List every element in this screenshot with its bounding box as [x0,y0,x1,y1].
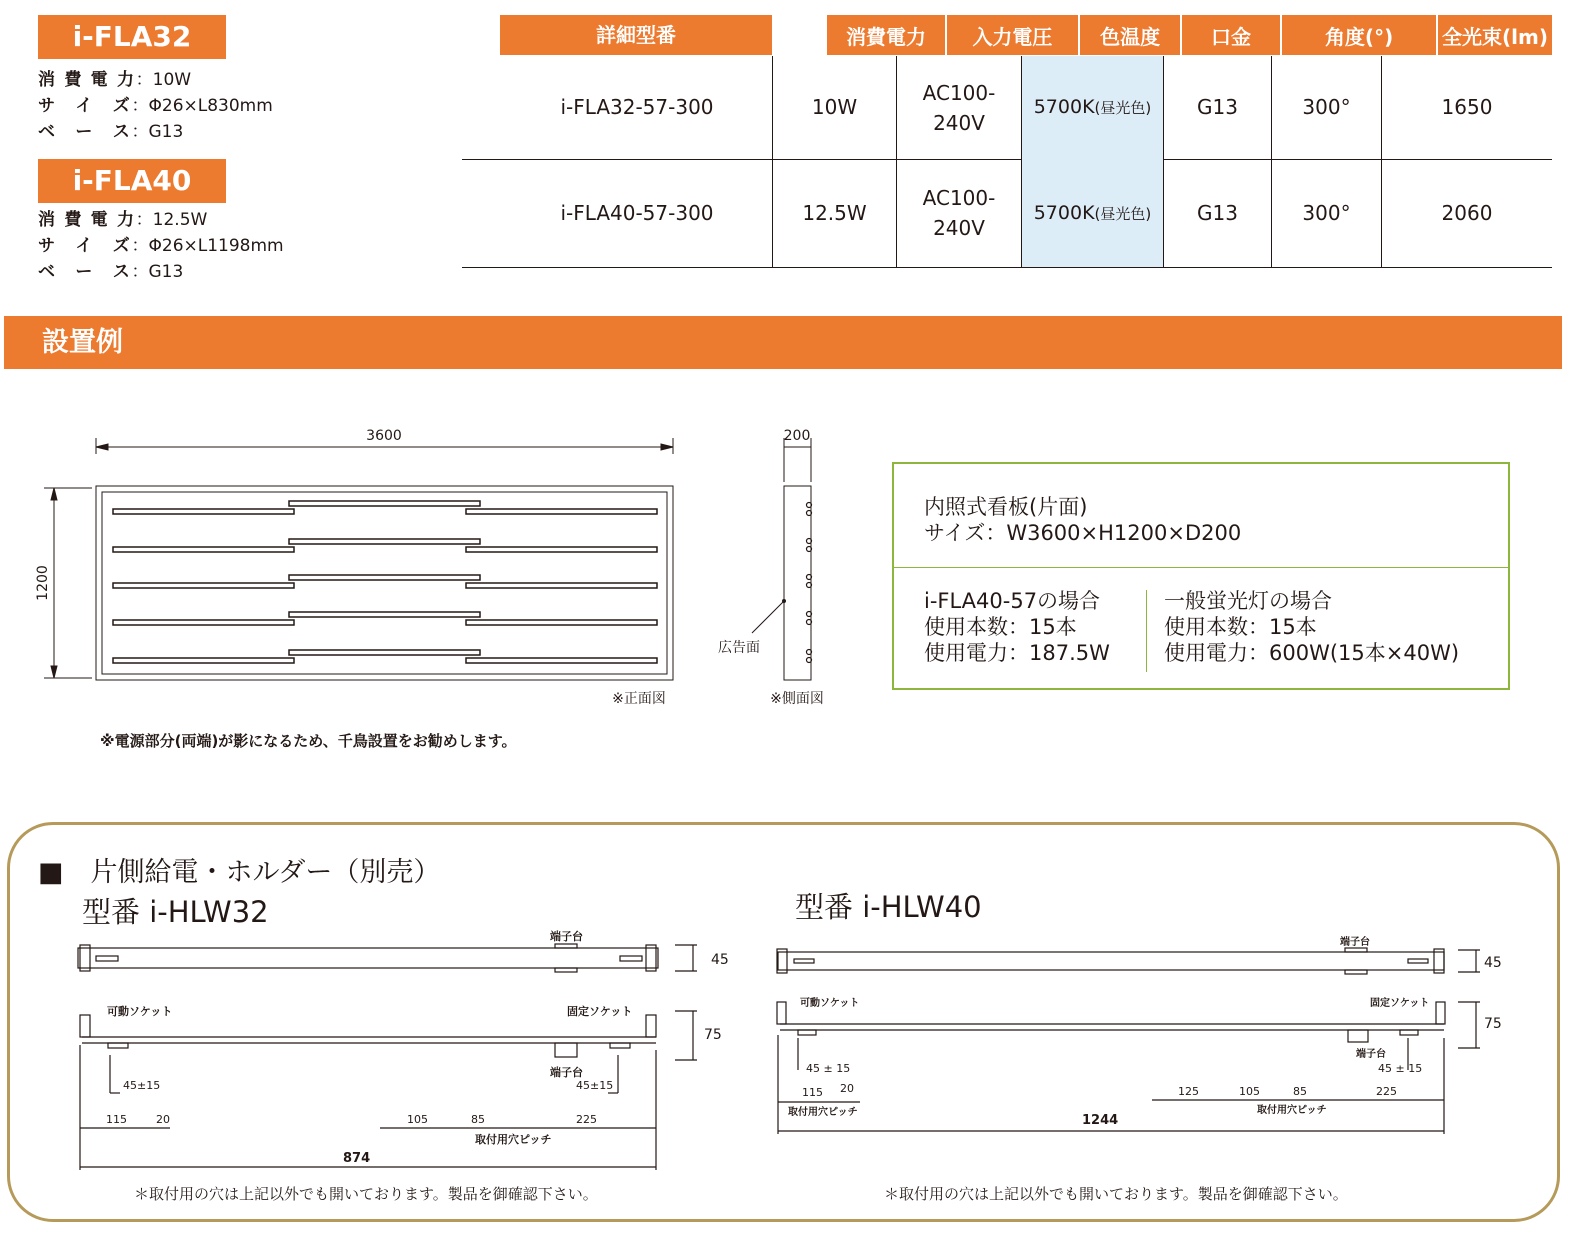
spec-value: G13 [148,122,184,142]
terminal-label: 端子台 [550,930,583,943]
product-name-tag: i-FLA32 [38,15,226,59]
table-cell [897,78,1021,138]
table-cell [897,183,1021,243]
color-temp: 5700K [1033,96,1095,118]
voltage-line: AC100- [922,81,996,105]
dim-label: 125 [1178,1085,1199,1098]
section-bar [4,316,1562,369]
signboard-type: 内照式看板(片面) [924,495,1088,519]
dim-label: 20 [156,1113,170,1126]
case-title: 一般蛍光灯の場合 [1164,589,1332,613]
height-45-label: 45 [711,952,729,968]
spec-label: 消 費 電 力 [38,210,136,230]
ad-face-label: 広告面 [718,640,760,656]
height-45-label: 45 [1484,955,1502,971]
case-count: 使用本数：15本 [924,615,1077,639]
table-cell [1022,56,1163,159]
voltage-line: AC100- [922,186,996,210]
pitch-label: 取付用穴ピッチ [1257,1105,1327,1116]
spec-label: サ イ ズ [38,236,132,256]
table-header: 角度(°) [1281,15,1437,55]
holder-model-a: 型番 i-HLW32 [82,895,269,929]
info-box [892,462,1510,690]
pitch-label: 取付用穴ピッチ [475,1133,552,1146]
voltage-line: 240V [933,216,985,240]
case-power: 使用電力：187.5W [924,641,1110,665]
product-specs: 消 費 電 力：10W サ イ ズ：Φ26×L830mm ベ ー ス：G13 [38,67,273,145]
dim-label: 225 [576,1113,597,1126]
case-title: i-FLA40-57の場合 [924,589,1101,613]
signboard-size: サイズ：W3600×H1200×D200 [924,521,1242,545]
tolerance-label: 45±15 [123,1079,161,1092]
height-75-label: 75 [704,1027,722,1043]
installation-note: ※電源部分(両端)が影になるため、千鳥設置をお勧めします。 [100,732,517,750]
spec-value: Φ26×L1198mm [148,236,284,256]
led-case [924,588,1110,666]
dim-label: 20 [840,1082,854,1095]
spec-label: 消 費 電 力 [38,70,136,90]
table-cell: 12.5W [802,201,867,225]
table-header: 口金 [1181,15,1281,55]
holder-footnote: ＊取付用の穴は上記以外でも開いております。製品を御確認下さい。 [134,1185,598,1203]
case-count: 使用本数：15本 [1164,615,1317,639]
movable-socket-label: 可動ソケット [800,998,860,1009]
fluorescent-case [1164,588,1459,666]
side-view-caption: ※側面図 [770,691,824,707]
spec-label: サ イ ズ [38,96,132,116]
spec-value: G13 [148,262,184,282]
height-75-label: 75 [1484,1016,1502,1032]
spec-label: ベ ー ス [38,262,132,282]
total-length-label: 874 [343,1151,371,1166]
spec-table-body [462,56,1552,268]
color-temp: 5700K [1033,202,1095,224]
installation-drawing [0,420,880,720]
table-cell: 300° [1302,95,1351,119]
info-divider [1146,590,1147,672]
table-cell: 2060 [1441,201,1493,225]
spec-value: 10W [152,70,192,90]
holder-footnote: ＊取付用の穴は上記以外でも開いております。製品を御確認下さい。 [884,1185,1348,1203]
color-name: (昼光色) [1094,205,1152,223]
color-name: (昼光色) [1094,99,1152,117]
width-dimension-label: 3600 [366,428,402,444]
holder-model-b: 型番 i-HLW40 [795,890,982,924]
terminal-label: 端子台 [1356,1049,1386,1060]
terminal-label: 端子台 [1340,937,1370,948]
total-length-label: 1244 [1082,1113,1119,1128]
depth-dimension-label: 200 [783,428,811,444]
dim-label: 105 [1239,1085,1260,1098]
table-cell: G13 [1197,95,1238,119]
dim-label: 225 [1376,1085,1397,1098]
height-dimension-label: 1200 [35,565,51,601]
spec-label: ベ ー ス [38,122,132,142]
dim-label: 85 [1293,1085,1307,1098]
table-cell: 1650 [1441,95,1493,119]
table-header: 全光束(lm) [1437,15,1552,55]
dim-label: 115 [106,1113,127,1126]
table-header: 色温度 [1079,15,1181,55]
table-cell: 300° [1302,201,1351,225]
dim-label: 115 [802,1086,823,1099]
table-cell: 10W [811,95,858,119]
table-cell: G13 [1197,201,1238,225]
fixed-socket-label: 固定ソケット [1370,998,1430,1009]
table-header: 詳細型番 [498,15,772,55]
spec-value: 12.5W [152,210,208,230]
dim-label: 85 [471,1113,485,1126]
table-header-row [462,15,1552,55]
tolerance-label: 45 ± 15 [806,1062,851,1075]
section-title: 設置例 [42,327,123,358]
dim-label: 105 [407,1113,428,1126]
holder-b-drawing [770,930,1530,1140]
fixed-socket-label: 固定ソケット [567,1005,633,1018]
table-header: 消費電力 [826,15,945,55]
tolerance-label: 45±15 [576,1079,614,1092]
holder-title: ■ 片側給電・ホルダー（別売） [38,857,441,888]
case-power: 使用電力：600W(15本×40W) [1164,641,1460,665]
product-specs: 消 費 電 力：12.5W サ イ ズ：Φ26×L1198mm ベ ー ス：G13 [38,207,284,285]
spec-table [462,15,1552,55]
table-cell: i-FLA40-57-300 [560,201,714,225]
info-box-header [894,464,1508,568]
pitch-label: 取付用穴ピッチ [788,1107,858,1118]
table-cell [1022,160,1163,267]
holder-a-drawing [60,925,740,1175]
table-header: 入力電圧 [946,15,1079,55]
product-name-tag: i-FLA40 [38,159,226,203]
voltage-line: 240V [933,111,985,135]
spec-value: Φ26×L830mm [148,96,273,116]
front-view-caption: ※正面図 [612,691,666,707]
tolerance-label: 45 ± 15 [1378,1062,1423,1075]
terminal-label: 端子台 [550,1066,583,1079]
table-cell: i-FLA32-57-300 [560,95,714,119]
movable-socket-label: 可動ソケット [107,1005,173,1018]
